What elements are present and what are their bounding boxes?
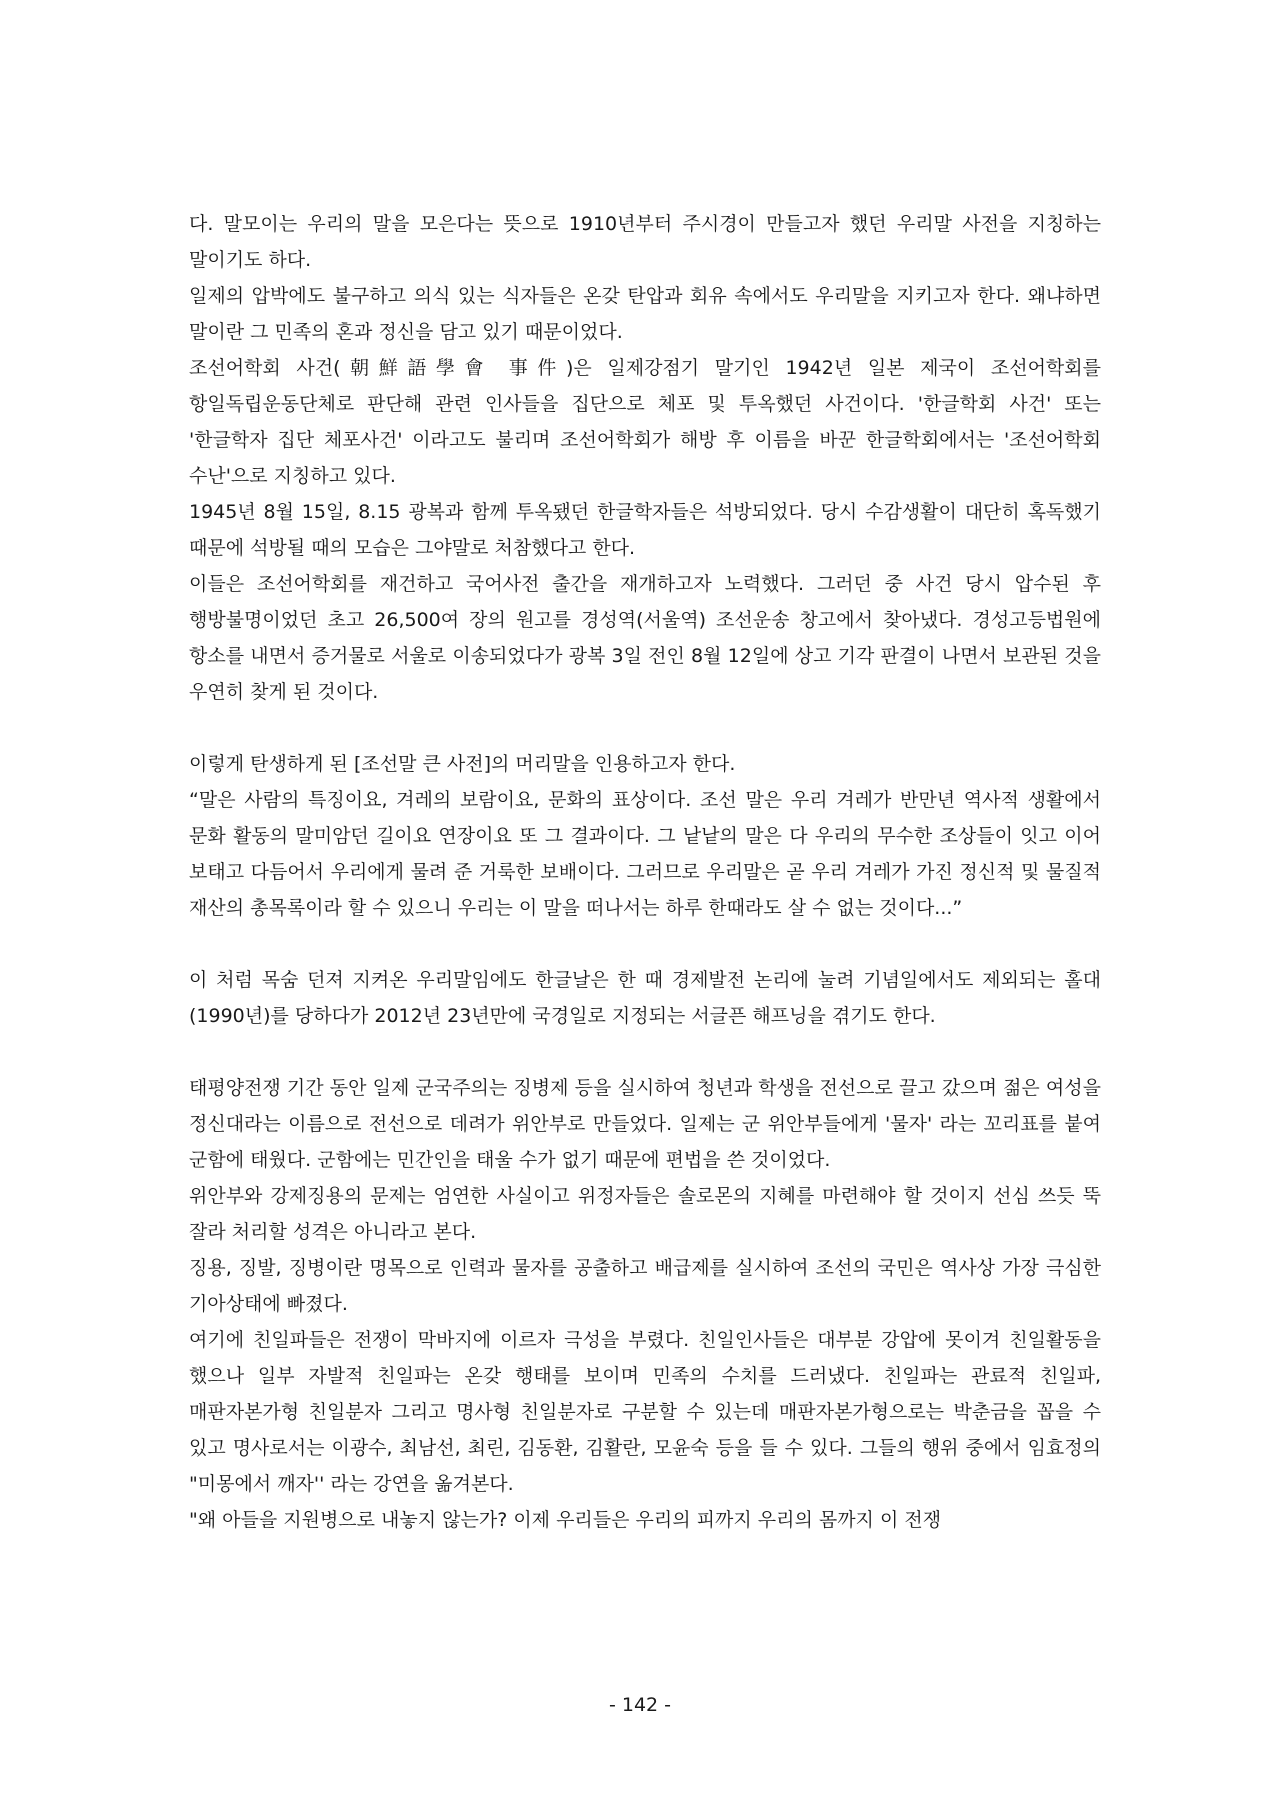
paragraph-dictionary-preface-intro: 이렇게 탄생하게 된 [조선말 큰 사전]의 머리말을 인용하고자 한다.	[189, 753, 736, 775]
paragraph-dictionary-preface-quote: “말은 사람의 특징이요, 겨레의 보람이요, 문화의 표상이다. 조선 말은 우리 겨레가 반만년 역사적 생활에서 문화 활동의 말미암던 길이요 연장이요 또 그 결과이다. 그 낱낱의 말은 다 우리의 무수한 조상들이 잇고 이어 보태고 다듬어서 우리에게 물려 준 거룩한 보배이다. 그러므로 우리말은 곧 우리 겨레가 가진 정신적 및 물질적 재산의 총목록이라 할 수 있으니 우리는 이 말을 떠나서는 하루 한때라도 살 수 없는 것이다...”	[189, 789, 1101, 919]
paragraph-forced-labor: 징용, 징발, 징병이란 명목으로 인력과 물자를 공출하고 배급제를 실시하여 조선의 국민은 역사상 가장 극심한 기아상태에 빠졌다.	[189, 1257, 1101, 1315]
paragraph-speech-quote: "왜 아들을 지원병으로 내놓지 않는가? 이제 우리들은 우리의 피까지 우리의 몸까지 이 전쟁	[189, 1509, 942, 1531]
paragraph-manuscript-found: 이들은 조선어학회를 재건하고 국어사전 출간을 재개하고자 노력했다. 그러던 중 사건 당시 압수된 후 행방불명이었던 초고 26,500여 장의 원고를 경성역(서울역) 조선운송 창고에서 찾아냈다. 경성고등법원에 항소를 내면서 증거물로 서울로 이송되었다가 광복 3일 전인 8월 12일에 상고 기각 판결이 나면서 보관된 것을 우연히 찾게 된 것이다.	[189, 573, 1101, 703]
paragraph-joseoneohakhoe-incident: 조선어학회 사건(朝鮮語學會 事件)은 일제강점기 말기인 1942년 일본 제국이 조선어학회를 항일독립운동단체로 판단해 관련 인사들을 집단으로 체포 및 투옥했던 사건이다. '한글학회 사건' 또는 '한글학자 집단 체포사건' 이라고도 불리며 조선어학회가 해방 후 이름을 바꾼 한글학회에서는 '조선어학회 수난'으로 지칭하고 있다.	[189, 357, 1101, 487]
paragraph-hangul-day: 이 처럼 목숨 던져 지켜온 우리말임에도 한글날은 한 때 경제발전 논리에 눌려 기념일에서도 제외되는 홀대(1990년)를 당하다가 2012년 23년만에 국경일로 지정되는 서글픈 해프닝을 겪기도 한다.	[189, 969, 1101, 1027]
paragraph-gap	[189, 1034, 1101, 1070]
paragraph-collaborators: 여기에 친일파들은 전쟁이 막바지에 이르자 극성을 부렸다. 친일인사들은 대부분 강압에 못이겨 친일활동을 했으나 일부 자발적 친일파는 온갖 행태를 보이며 민족의 수치를 드러냈다. 친일파는 관료적 친일파, 매판자본가형 친일분자 그리고 명사형 친일분자로 구분할 수 있는데 매판자본가형으로는 박춘금을 꼽을 수 있고 명사로서는 이광수, 최남선, 최린, 김동환, 김활란, 모윤숙 등을 들 수 있다. 그들의 행위 중에서 임효정의 "미몽에서 깨자'' 라는 강연을 옮겨본다.	[189, 1329, 1101, 1495]
paragraph-gap	[189, 926, 1101, 962]
paragraph-oppression: 일제의 압박에도 불구하고 의식 있는 식자들은 온갖 탄압과 회유 속에서도 우리말을 지키고자 한다. 왜냐하면 말이란 그 민족의 혼과 정신을 담고 있기 때문이었다.	[189, 285, 1101, 343]
paragraph-comfort-women: 위안부와 강제징용의 문제는 엄연한 사실이고 위정자들은 솔로몬의 지혜를 마련해야 할 것이지 선심 쓰듯 뚝 잘라 처리할 성격은 아니라고 본다.	[189, 1185, 1101, 1243]
page-number: - 142 -	[608, 1694, 672, 1716]
paragraph-liberation-release: 1945년 8월 15일, 8.15 광복과 함께 투옥됐던 한글학자들은 석방되었다. 당시 수감생활이 대단히 혹독했기 때문에 석방될 때의 모습은 그야말로 처참했다고 한다.	[189, 501, 1101, 559]
paragraph-gap	[189, 710, 1101, 746]
document-body	[189, 206, 1101, 1538]
paragraph-malmoi: 다. 말모이는 우리의 말을 모은다는 뜻으로 1910년부터 주시경이 만들고자 했던 우리말 사전을 지칭하는 말이기도 하다.	[189, 213, 1101, 271]
paragraph-pacific-war: 태평양전쟁 기간 동안 일제 군국주의는 징병제 등을 실시하여 청년과 학생을 전선으로 끌고 갔으며 젊은 여성을 정신대라는 이름으로 전선으로 데려가 위안부로 만들었다. 일제는 군 위안부들에게 '물자' 라는 꼬리표를 붙여 군함에 태웠다. 군함에는 민간인을 태울 수가 없기 때문에 편법을 쓴 것이었다.	[189, 1077, 1101, 1171]
